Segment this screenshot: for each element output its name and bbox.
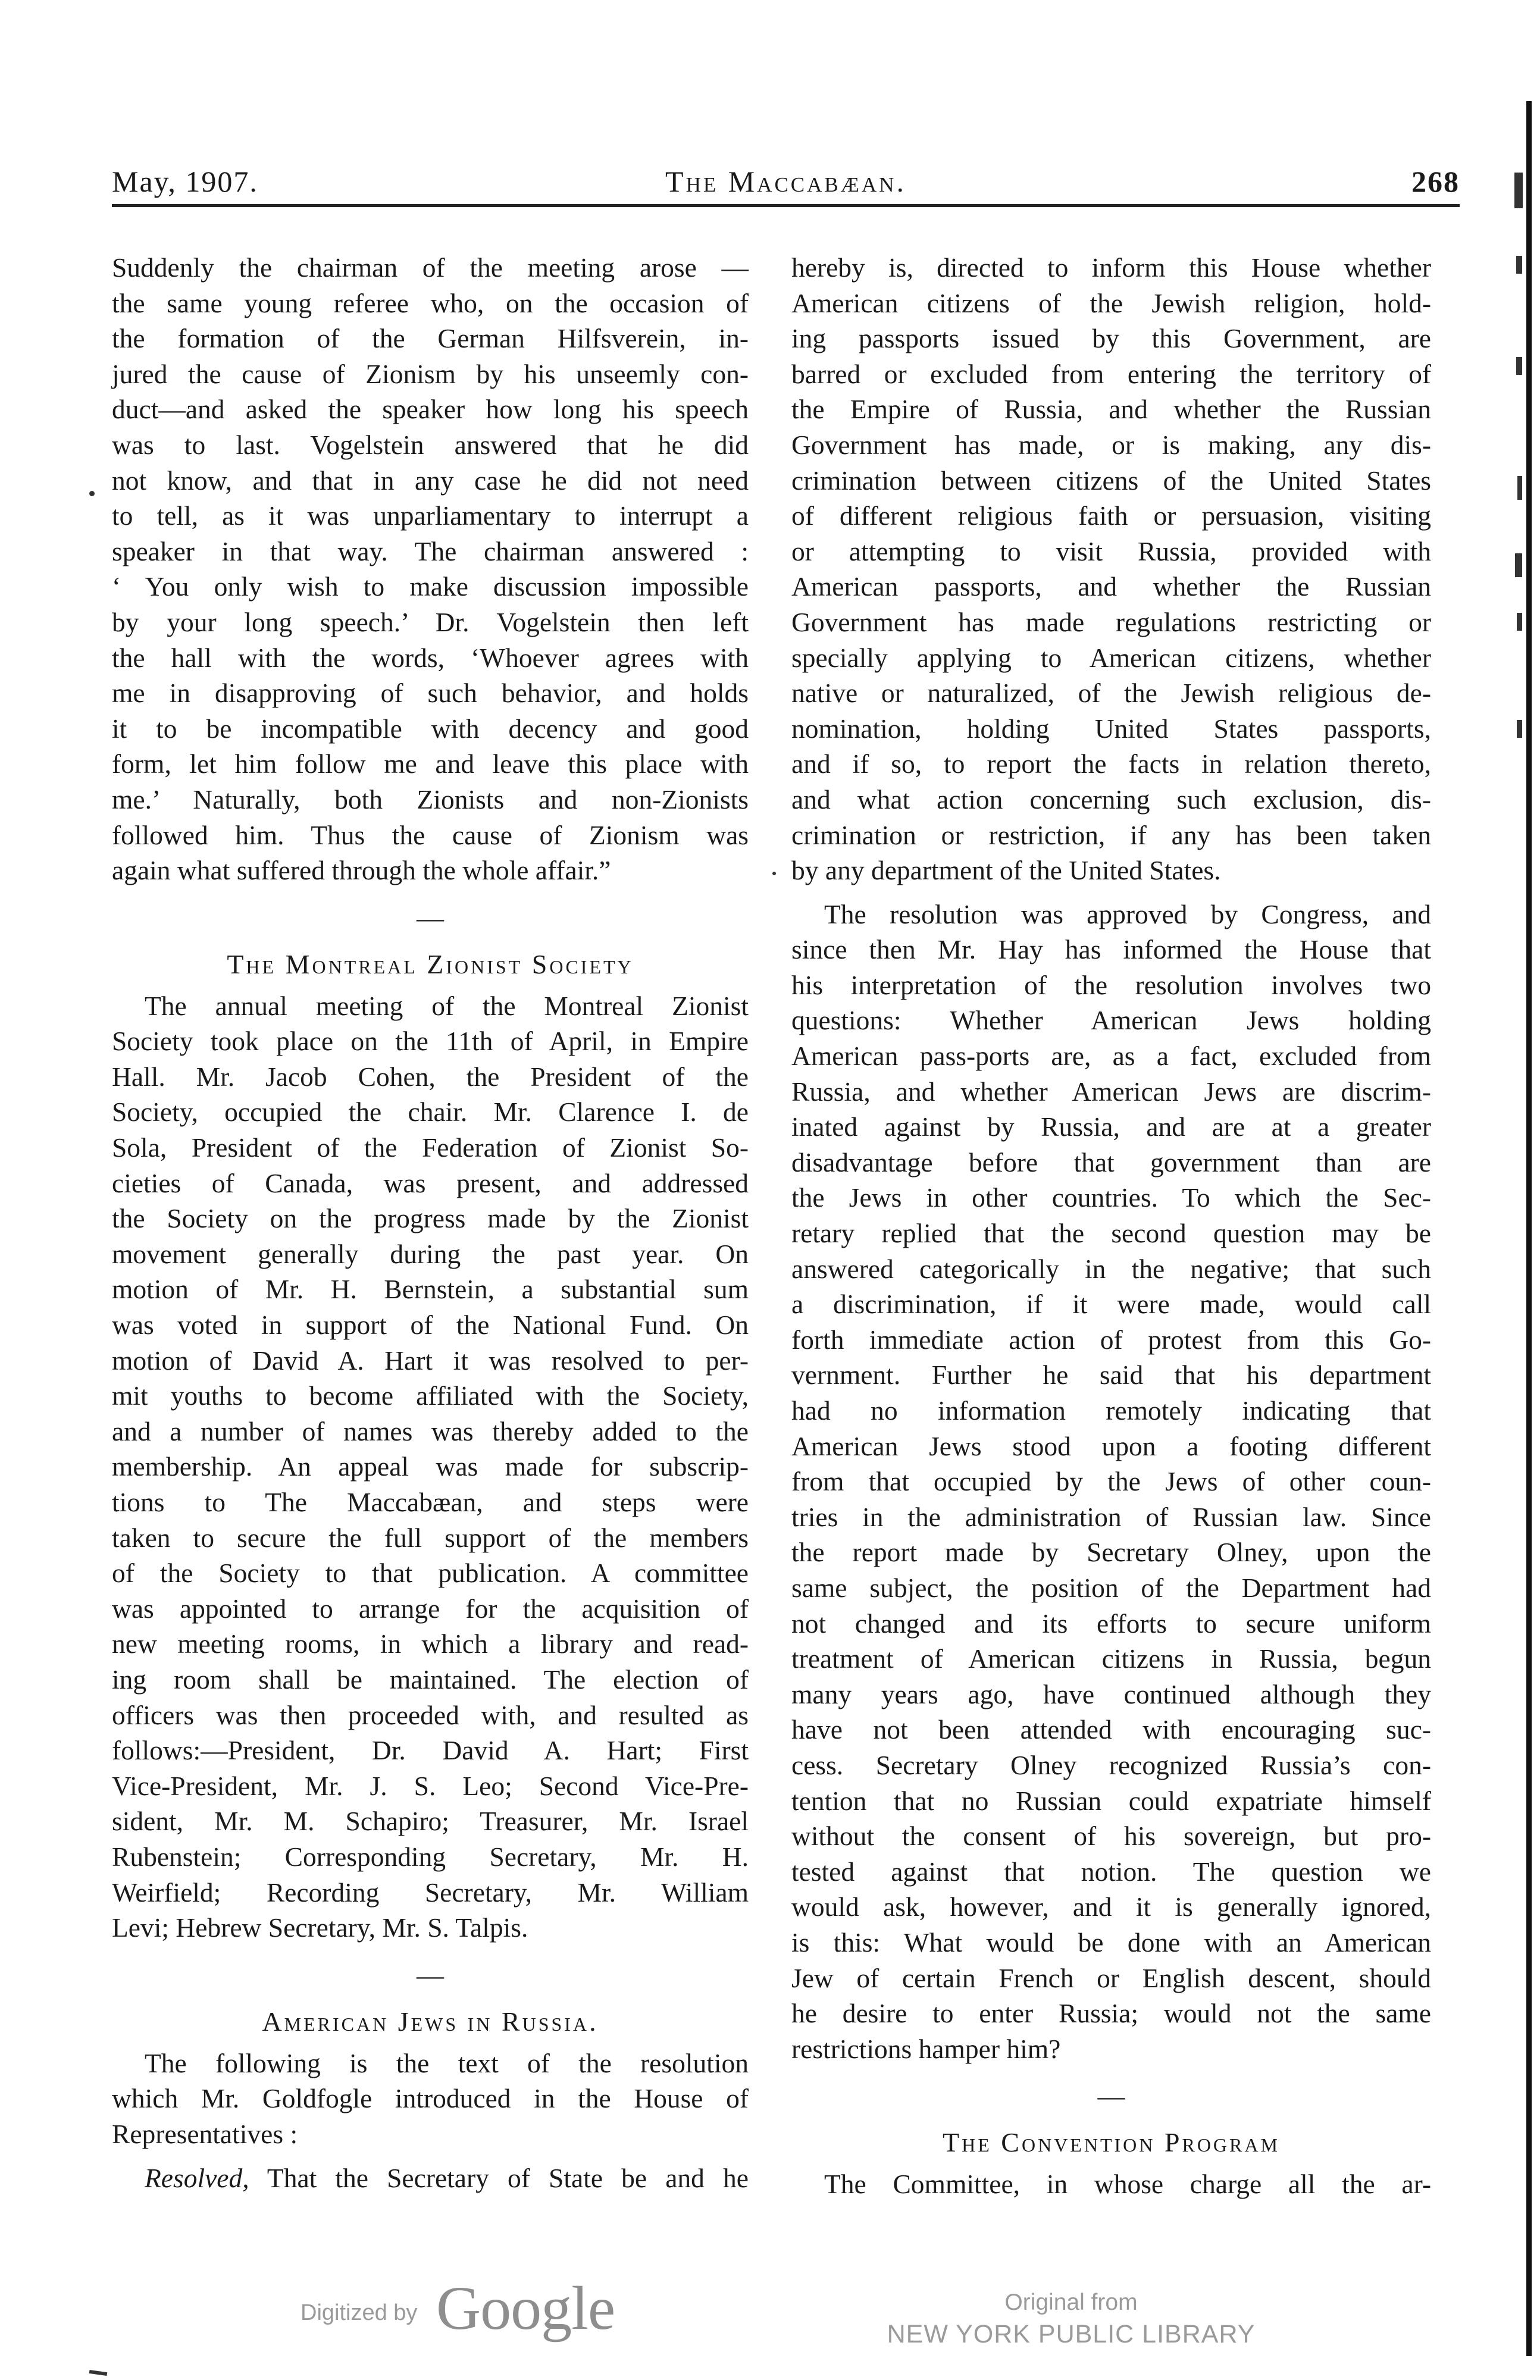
text-line: motion of David A. Hart it was resolved to per- <box>112 1345 749 1376</box>
scan-edge-mark <box>1514 173 1523 208</box>
header-journal-title: The Maccabæan. <box>665 165 906 198</box>
text-line: tions to The Maccabæan, and steps were <box>112 1487 749 1517</box>
header-rule <box>112 204 1460 207</box>
text-line: answered categorically in the negative; that such <box>791 1253 1431 1284</box>
text-line: had no information remotely indicating that <box>791 1395 1431 1426</box>
text-line: not changed and its efforts to secure uniform <box>791 1608 1431 1639</box>
scan-speck <box>89 2370 108 2376</box>
text-line: barred or excluded from entering the territory of <box>791 358 1431 389</box>
text-line: the Jews in other countries. To which the Sec- <box>791 1182 1431 1213</box>
text-line: same subject, the position of the Department had <box>791 1572 1431 1603</box>
text-line: Weirfield; Recording Secretary, Mr. William <box>112 1877 749 1908</box>
text-line: hereby is, directed to inform this House whether <box>791 252 1431 283</box>
text-line: officers was then proceeded with, and resulted as <box>112 1699 749 1730</box>
text-line: and if so, to report the facts in relation thereto, <box>791 749 1431 779</box>
text-line: is this: What would be done with an American <box>791 1927 1431 1958</box>
text-line: membership. An appeal was made for subscrip- <box>112 1451 749 1482</box>
text-line: a discrimination, if it were made, would call <box>791 1289 1431 1320</box>
scan-speck <box>772 872 776 875</box>
scan-edge-mark <box>1517 720 1522 738</box>
resolution-text <box>791 250 1431 888</box>
scan-edge-mark <box>1515 553 1522 577</box>
text-line: me.’ Naturally, both Zionists and non-Zionists <box>112 784 749 815</box>
resolution-opening-line <box>112 2160 749 2196</box>
text-line: jured the cause of Zionism by his unseemly con- <box>112 358 749 389</box>
running-header <box>112 164 1460 211</box>
text-line: Government has made regulations restricting or <box>791 606 1431 637</box>
text-line: form, let him follow me and leave this place with <box>112 749 749 779</box>
original-from-text: Original from <box>1004 2290 1138 2315</box>
text-line: of different religious faith or persuasion, visiting <box>791 500 1431 531</box>
text-line: Sola, President of the Federation of Zionist So- <box>112 1132 749 1163</box>
text-line: tention that no Russian could expatriate himself <box>791 1785 1431 1816</box>
convention-section-heading: The Convention Program <box>943 2127 1280 2158</box>
text-line: sident, Mr. M. Schapiro; Treasurer, Mr. Israel <box>112 1806 749 1837</box>
text-line: which Mr. Goldfogle introduced in the House of <box>112 2083 749 2114</box>
text-line: forth immediate action of protest from this Go- <box>791 1324 1431 1355</box>
text-line: inated against by Russia, and are at a greater <box>791 1111 1431 1142</box>
scan-edge-rule <box>1526 101 1532 2356</box>
montreal-paragraph <box>112 988 749 1946</box>
american-jews-section-heading: American Jews in Russia. <box>262 2006 599 2037</box>
text-line: ing passports issued by this Government, are <box>791 323 1431 354</box>
text-line: without the consent of his sovereign, but pro- <box>791 1821 1431 1852</box>
text-line: and what action concerning such exclusion, dis- <box>791 784 1431 815</box>
text-line: vernment. Further he said that his department <box>791 1360 1431 1391</box>
google-logo: Google <box>436 2274 615 2343</box>
text-line: by any department of the United States. <box>791 855 1221 886</box>
header-date: May, 1907. <box>112 165 258 198</box>
text-line: American citizens of the Jewish religion, hold- <box>791 287 1431 318</box>
text-line: American pass-ports are, as a fact, excluded from <box>791 1041 1431 1072</box>
text-line: of the Society to that publication. A committee <box>112 1558 749 1589</box>
text-line: Government has made, or is making, any dis- <box>791 429 1431 460</box>
text-line: it to be incompatible with decency and good <box>112 713 749 744</box>
left-column <box>112 250 749 2196</box>
text-line: ing room shall be maintained. The election of <box>112 1664 749 1695</box>
text-line: restrictions hamper him? <box>791 2033 1061 2064</box>
text-line: would ask, however, and it is generally ignored, <box>791 1892 1431 1922</box>
text-line: Jew of certain French or English descent, should <box>791 1962 1431 1993</box>
text-line: to tell, as it was unparliamentary to interrupt a <box>112 500 749 531</box>
text-line: was to last. Vogelstein answered that he did <box>112 429 749 460</box>
text-line: Rubenstein; Corresponding Secretary, Mr. H. <box>112 1841 749 1872</box>
text-line: The resolution was approved by Congress, and <box>824 898 1431 929</box>
text-line: tested against that notion. The question we <box>791 1856 1431 1887</box>
text-line: me in disapproving of such behavior, and holds <box>112 678 749 709</box>
right-column <box>791 250 1431 2202</box>
text-line: The annual meeting of the Montreal Zionist <box>145 990 749 1021</box>
text-line: American passports, and whether the Russian <box>791 571 1431 602</box>
text-line: have not been attended with encouraging suc- <box>791 1714 1431 1745</box>
section-divider: — <box>1097 2081 1125 2112</box>
text-line: was appointed to arrange for the acquisition of <box>112 1593 749 1624</box>
text-line: the Empire of Russia, and whether the Russian <box>791 394 1431 425</box>
text-line: Society, occupied the chair. Mr. Clarence I. de <box>112 1097 749 1128</box>
text-line: the Society on the progress made by the Zionist <box>112 1203 749 1234</box>
text-line: crimination or restriction, if any has been taken <box>791 819 1431 850</box>
text-line: cieties of Canada, was present, and addressed <box>112 1167 749 1198</box>
text-line: Society took place on the 11th of April, in Empire <box>112 1026 749 1057</box>
text-line: Vice-President, Mr. J. S. Leo; Second Vice-Pre- <box>112 1770 749 1801</box>
text-line: The following is the text of the resolution <box>145 2047 749 2078</box>
library-name: NEW YORK PUBLIC LIBRARY <box>887 2320 1256 2348</box>
original-source-note <box>881 2288 1262 2351</box>
text-line: Levi; Hebrew Secretary, Mr. S. Talpis. <box>112 1912 528 1943</box>
text-line: and a number of names was thereby added to the <box>112 1416 749 1446</box>
text-line: treatment of American citizens in Russia, begun <box>791 1643 1431 1674</box>
text-line: cess. Secretary Olney recognized Russia’s con- <box>791 1749 1431 1780</box>
text-line: his interpretation of the resolution involves two <box>791 969 1431 1000</box>
text-line: Representatives : <box>112 2118 298 2149</box>
text-line: duct—and asked the speaker how long his speech <box>112 394 749 425</box>
text-line: nomination, holding United States passports, <box>791 713 1431 744</box>
text-line: speaker in that way. The chairman answered : <box>112 536 749 566</box>
text-line: movement generally during the past year. On <box>112 1238 749 1269</box>
hay-reply-paragraph <box>791 897 1431 2067</box>
scan-edge-mark <box>1517 476 1522 500</box>
text-line: Russia, and whether American Jews are discrim- <box>791 1076 1431 1107</box>
text-line: disadvantage before that government than are <box>791 1147 1431 1178</box>
text-line: again what suffered through the whole affair.” <box>112 855 611 886</box>
text-line: native or naturalized, of the Jewish religious de- <box>791 678 1431 709</box>
scan-edge-mark <box>1516 357 1522 375</box>
text-line: crimination between citizens of the United States <box>791 465 1431 496</box>
text-line: not know, and that in any case he did not need <box>112 465 749 496</box>
text-line: the hall with the words, ‘Whoever agrees with <box>112 642 749 673</box>
text-line: Hall. Mr. Jacob Cohen, the President of the <box>112 1061 749 1092</box>
text-line: the report made by Secretary Olney, upon the <box>791 1537 1431 1568</box>
text-line: since then Mr. Hay has informed the House that <box>791 934 1431 965</box>
scan-speck <box>89 491 95 496</box>
resolution-opening-text: That the Secretary of State be and he <box>249 2162 749 2193</box>
intro-paragraph <box>112 250 749 888</box>
text-line: by your long speech.’ Dr. Vogelstein then left <box>112 606 749 637</box>
text-line: taken to secure the full support of the members <box>112 1522 749 1553</box>
text-line: ‘ You only wish to make discussion impossible <box>112 571 749 602</box>
text-line: questions: Whether American Jews holding <box>791 1005 1431 1036</box>
resolved-word: Resolved, <box>145 2162 249 2193</box>
scan-edge-mark <box>1517 613 1522 631</box>
text-line: motion of Mr. H. Bernstein, a substantial sum <box>112 1274 749 1305</box>
text-line: tries in the administration of Russian law. Since <box>791 1501 1431 1532</box>
digitized-by-text: Digitized by <box>301 2300 418 2325</box>
text-line: retary replied that the second question may be <box>791 1218 1431 1249</box>
digitized-by-google-watermark <box>301 2273 658 2343</box>
text-line: Suddenly the chairman of the meeting arose — <box>112 252 749 283</box>
text-line: the same young referee who, on the occasion of <box>112 287 749 318</box>
convention-opening-line: The Committee, in whose charge all the ar- <box>824 2169 1431 2200</box>
text-line: or attempting to visit Russia, provided with <box>791 536 1431 566</box>
text-line: from that occupied by the Jews of other coun- <box>791 1466 1431 1497</box>
montreal-section-heading: The Montreal Zionist Society <box>227 948 634 979</box>
section-divider: — <box>417 1959 444 1990</box>
text-line: many years ago, have continued although they <box>791 1678 1431 1709</box>
text-line: specially applying to American citizens, whether <box>791 642 1431 673</box>
section-divider: — <box>417 902 444 933</box>
text-line: was voted in support of the National Fund. On <box>112 1310 749 1341</box>
text-line: followed him. Thus the cause of Zionism was <box>112 819 749 850</box>
text-line: American Jews stood upon a footing different <box>791 1430 1431 1461</box>
text-line: the formation of the German Hilfsverein, in- <box>112 323 749 354</box>
american-jews-paragraph <box>112 2046 749 2152</box>
text-line: new meeting rooms, in which a library and read- <box>112 1629 749 1659</box>
scan-edge-mark <box>1516 256 1522 274</box>
text-line: he desire to enter Russia; would not the same <box>791 1998 1431 2029</box>
text-line: follows:—President, Dr. David A. Hart; First <box>112 1735 749 1766</box>
text-line: mit youths to become affiliated with the Society, <box>112 1380 749 1411</box>
header-page-number: 268 <box>1411 165 1460 198</box>
